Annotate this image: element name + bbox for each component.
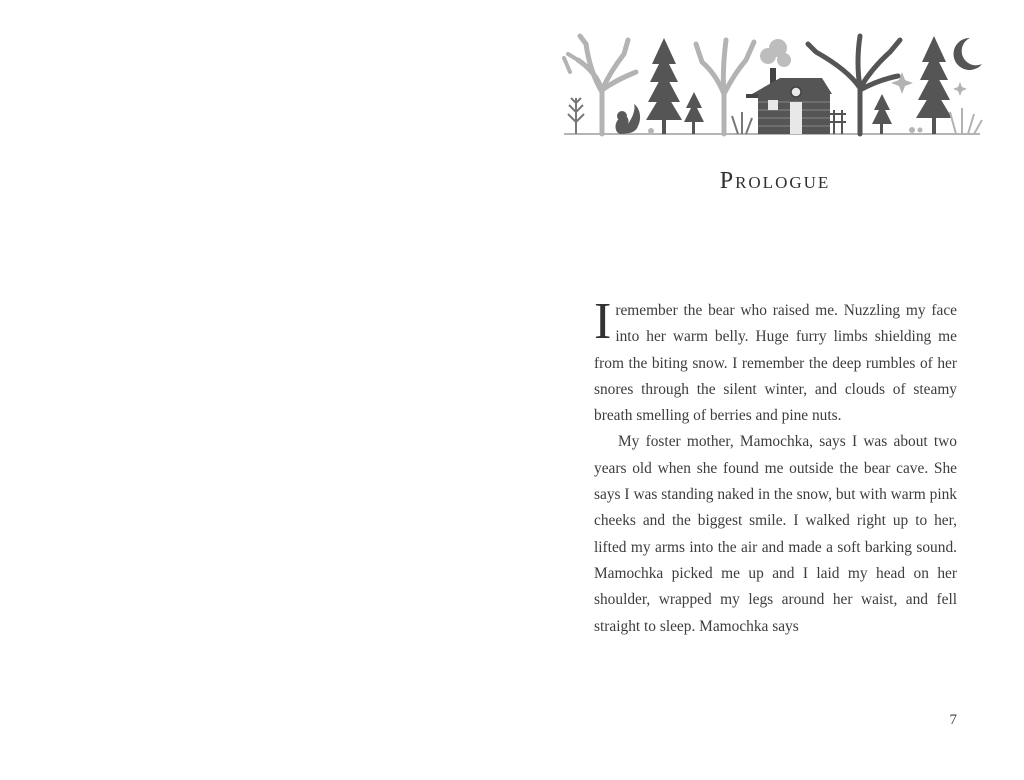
drop-cap: I: [594, 293, 612, 350]
paragraph: My foster mother, Mamochka, says I was about two years old when she found me outside the bear cave. She says I was standing naked in the snow, but with warm pink cheeks and the biggest smile. I walked right up to her, lifted my arms into the air and made a soft barking sound. Mamochka picked me up and I laid my head on her shoulder, wrapped my legs around her waist, and fell straight to sleep. Mamochka says: [594, 433, 957, 635]
page-number: 7: [949, 712, 957, 728]
chapter-title: Prologue: [719, 168, 831, 194]
paragraph: [594, 293, 957, 429]
paragraph-text: remember the bear who raised me. Nuzzling my face into her warm belly. Huge furry limbs shielding me from the biting snow. I remember the deep rumbles of her snores through the silent winter, and clouds of steamy breath smelling of berries and pine nuts.: [594, 302, 957, 425]
body-text: [594, 293, 957, 640]
forest-cabin-illustration: [556, 32, 988, 138]
